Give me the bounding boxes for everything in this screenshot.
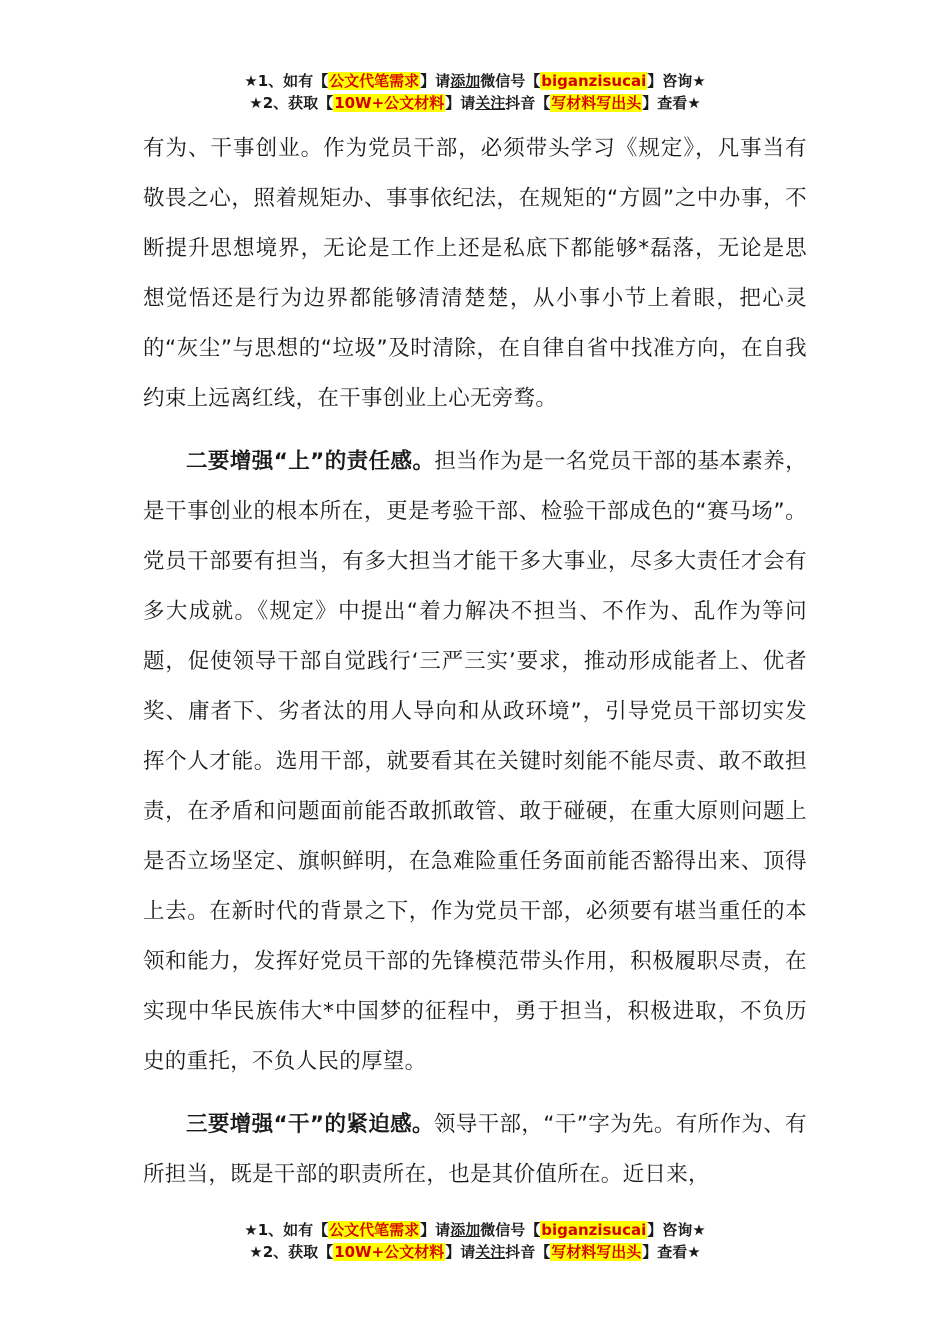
paragraph-heading: 二要增强“上”的责任感。 xyxy=(186,449,435,474)
highlight-wechat-id: biganzisucai xyxy=(541,1221,647,1239)
banner-line-1: ★1、如有【公文代笔需求】请添加微信号【biganzisucai】咨询★ xyxy=(244,1221,706,1239)
paragraph-heading: 三要增强“干”的紧迫感。 xyxy=(186,1112,434,1137)
paragraph-urgency: 三要增强“干”的紧迫感。领导干部，“干”字为先。有所作为、有所担当，既是干部的职责所在，也是其价值所在。近日来， xyxy=(143,1112,807,1187)
highlight-service: 公文代笔需求 xyxy=(329,1221,420,1239)
highlight-service: 公文代笔需求 xyxy=(329,72,420,90)
highlight-douyin-account: 写材料写出头 xyxy=(551,1243,642,1261)
document-body xyxy=(143,124,807,1200)
banner-line-1: ★1、如有【公文代笔需求】请添加微信号【biganzisucai】咨询★ xyxy=(244,72,706,90)
paragraph-responsibility: 二要增强“上”的责任感。担当作为是一名党员干部的基本素养，是干事创业的根本所在，更是考验干部、检验干部成色的“赛马场”。党员干部要有担当，有多大担当才能干多大事业，尽多大责任才会有多大成就。《规定》中提出“着力解决不担当、不作为、乱作为等问题，促使领导干部自觉践行‘三严三实’要求，推动形成能者上、优者奖、庸者下、劣者汰的用人导向和从政环境”，引导党员干部切实发挥个人才能。选用干部，就要看其在关键时刻能不能尽责、敢不敢担责，在矛盾和问题面前能否敢抓敢管、敢于碰硬，在重大原则问题上是否立场坚定、旗帜鲜明，在急难险重任务面前能否豁得出来、顶得上去。在新时代的背景之下，作为党员干部，必须要有堪当重任的本领和能力，发挥好党员干部的先锋模范带头作用，积极履职尽责，在实现中华民族伟大*中国梦的征程中，勇于担当，积极进取，不负历史的重托，不负人民的厚望。 xyxy=(143,449,807,1074)
footer-banner xyxy=(0,1219,950,1263)
banner-line-2: ★2、获取【10W+公文材料】请关注抖音【写材料写出头】查看★ xyxy=(249,94,701,112)
highlight-douyin-account: 写材料写出头 xyxy=(551,94,642,112)
header-banner xyxy=(0,70,950,114)
highlight-materials: 10W+公文材料 xyxy=(334,94,445,112)
paragraph-continuation: 有为、干事创业。作为党员干部，必须带头学习《规定》，凡事当有敬畏之心，照着规矩办、事事依纪法，在规矩的“方圆”之中办事，不断提升思想境界，无论是工作上还是私底下都能够*磊落，无论是思想觉悟还是行为边界都能够清清楚楚，从小事小节上着眼，把心灵的“灰尘”与思想的“垃圾”及时清除，在自律自省中找准方向，在自我约束上远离红线，在干事创业上心无旁骛。 xyxy=(143,136,807,411)
highlight-wechat-id: biganzisucai xyxy=(541,72,647,90)
highlight-materials: 10W+公文材料 xyxy=(334,1243,445,1261)
banner-line-2: ★2、获取【10W+公文材料】请关注抖音【写材料写出头】查看★ xyxy=(249,1243,701,1261)
